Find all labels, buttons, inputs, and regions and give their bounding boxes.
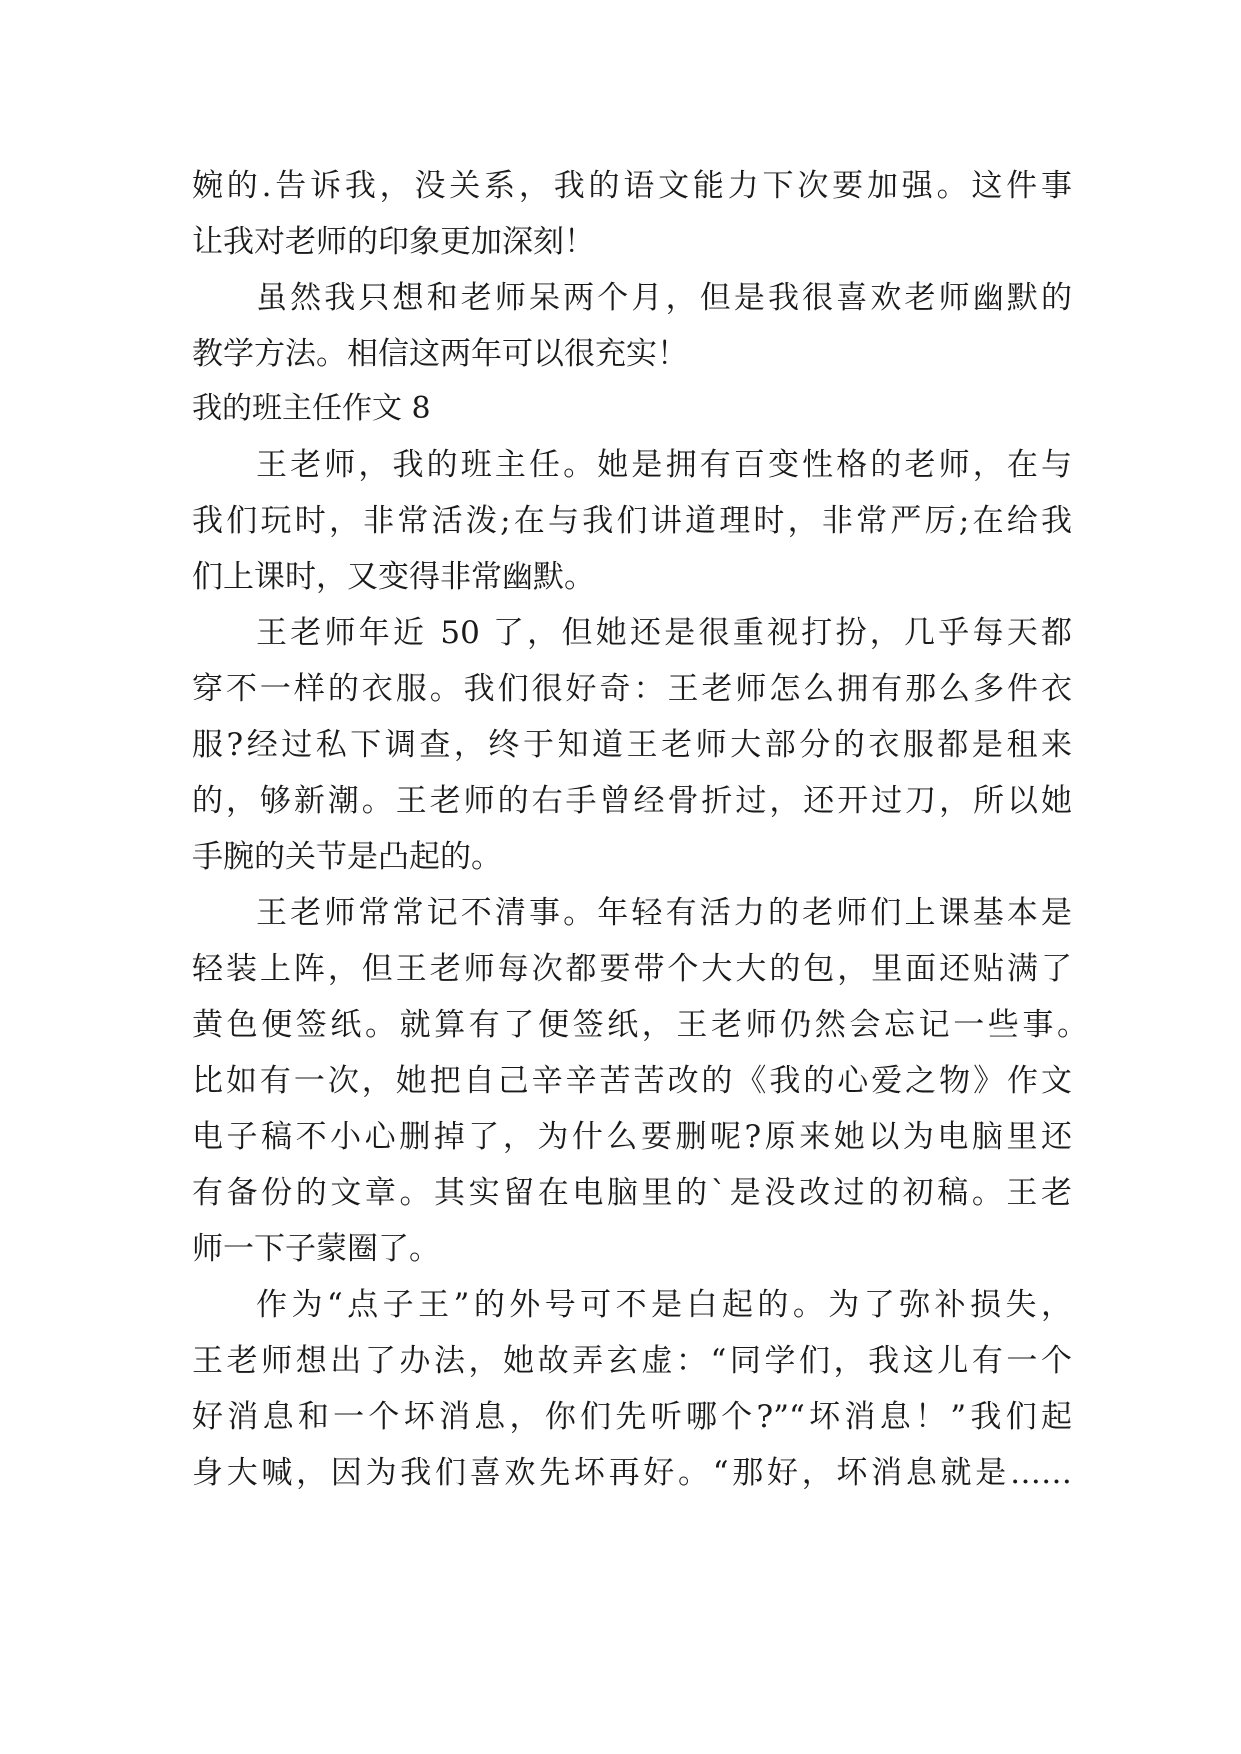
paragraph-line: 服?经过私下调查，终于知道王老师大部分的衣服都是租来	[192, 727, 1072, 763]
paragraph-line: 有备份的文章。其实留在电脑里的`是没改过的初稿。王老	[192, 1175, 1072, 1211]
paragraph-line: 身大喊，因为我们喜欢先坏再好。“那好，坏消息就是……	[192, 1455, 1072, 1491]
paragraph-line: 王老师年近 50 了，但她还是很重视打扮，几乎每天都	[256, 615, 1072, 651]
paragraph-line: 黄色便签纸。就算有了便签纸，王老师仍然会忘记一些事。	[192, 1007, 1088, 1043]
paragraph-line: 手腕的关节是凸起的。	[192, 839, 502, 875]
paragraph-line: 王老师想出了办法，她故弄玄虚：“同学们，我这儿有一个	[192, 1343, 1072, 1379]
paragraph-line: 们上课时，又变得非常幽默。	[192, 559, 595, 595]
paragraph-line: 好消息和一个坏消息，你们先听哪个?”“坏消息！”我们起	[192, 1399, 1072, 1435]
paragraph-line: 的，够新潮。王老师的右手曾经骨折过，还开过刀，所以她	[192, 783, 1072, 819]
paragraph-line: 作为“点子王”的外号可不是白起的。为了弥补损失，	[256, 1287, 1072, 1323]
paragraph-line: 我们玩时，非常活泼;在与我们讲道理时，非常严厉;在给我	[192, 503, 1072, 539]
paragraph-line: 穿不一样的衣服。我们很好奇：王老师怎么拥有那么多件衣	[192, 671, 1072, 707]
paragraph-line: 虽然我只想和老师呆两个月，但是我很喜欢老师幽默的	[256, 280, 1072, 316]
paragraph-line: 王老师常常记不清事。年轻有活力的老师们上课基本是	[256, 895, 1072, 931]
paragraph-line: 电子稿不小心删掉了，为什么要删呢?原来她以为电脑里还	[192, 1119, 1072, 1155]
paragraph-line: 比如有一次，她把自己辛辛苦苦改的《我的心爱之物》作文	[192, 1063, 1072, 1099]
paragraph-line: 教学方法。相信这两年可以很充实！	[192, 336, 688, 372]
paragraph-line: 师一下子蒙圈了。	[192, 1231, 440, 1267]
paragraph-line: 婉的.告诉我，没关系，我的语文能力下次要加强。这件事	[192, 168, 1072, 204]
paragraph-line: 王老师，我的班主任。她是拥有百变性格的老师，在与	[256, 447, 1072, 483]
paragraph-line: 轻装上阵，但王老师每次都要带个大大的包，里面还贴满了	[192, 951, 1072, 987]
section-heading: 我的班主任作文 8	[192, 391, 431, 426]
paragraph-line: 让我对老师的印象更加深刻！	[192, 224, 595, 260]
